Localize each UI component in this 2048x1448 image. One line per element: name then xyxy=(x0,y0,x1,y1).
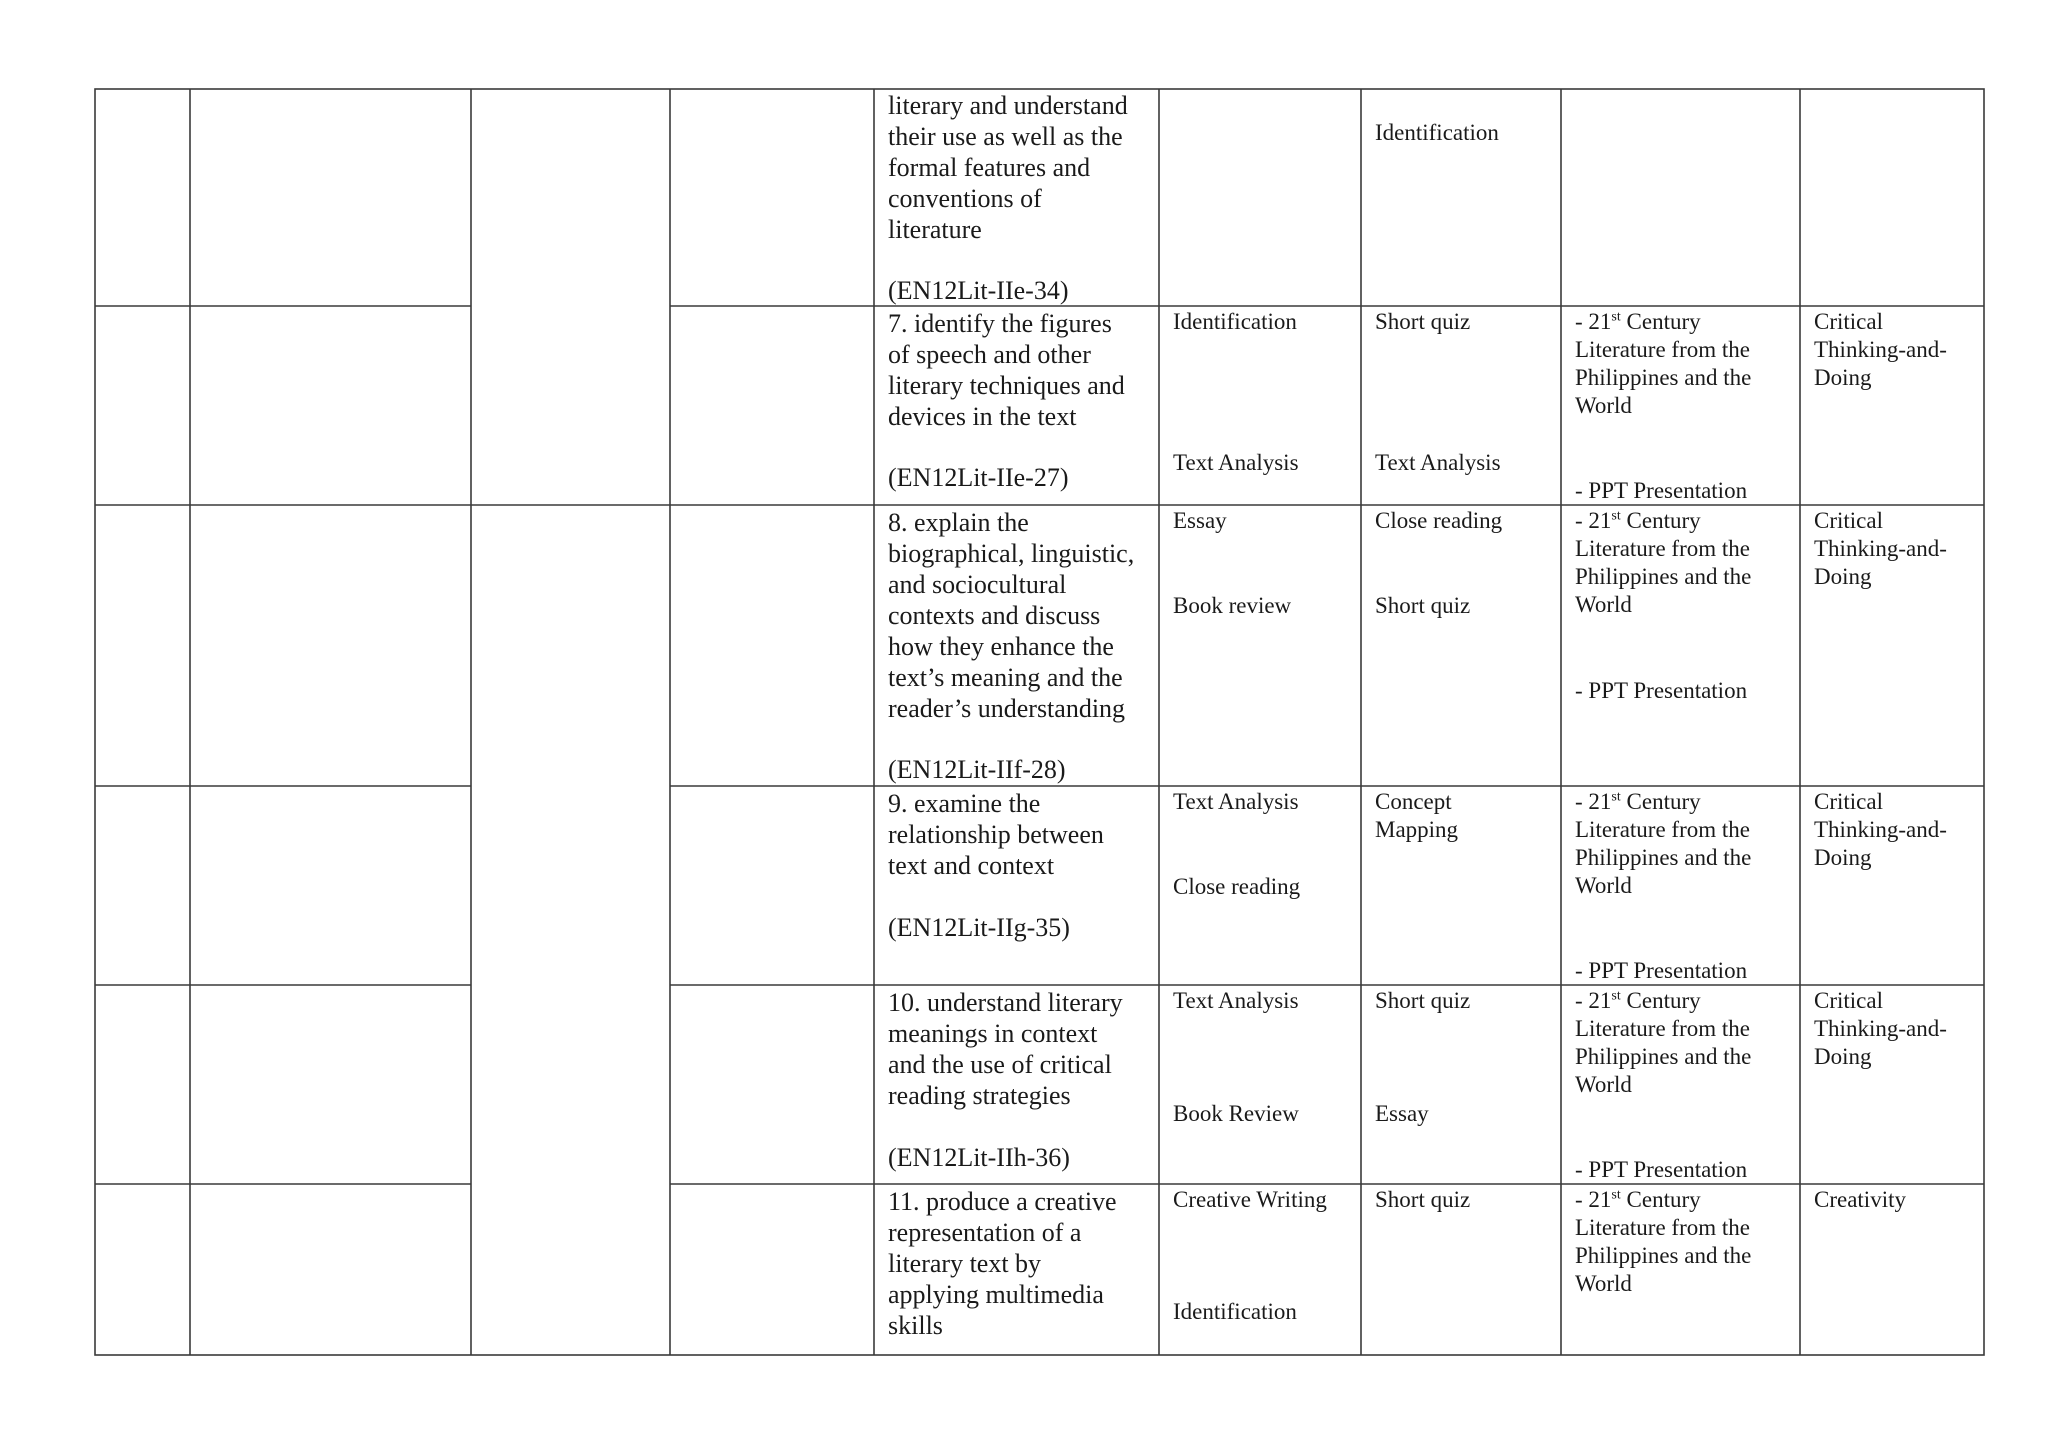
activity-text: Text Analysis xyxy=(1173,450,1299,475)
resource-text: - PPT Presentation xyxy=(1575,1157,1748,1182)
activity-text: Book review xyxy=(1173,593,1292,618)
value-text: Creativity xyxy=(1814,1187,1906,1212)
competency-code: (EN12Lit-IIh-36) xyxy=(888,1143,1070,1172)
competency-text: 10. understand literary meanings in context and the use of critical reading strategies xyxy=(888,988,1123,1110)
resource-text: - 21st Century Literature from the Philippines and the World xyxy=(1575,309,1752,418)
value-text: Critical Thinking-and- Doing xyxy=(1814,789,1947,870)
resource-text: - PPT Presentation xyxy=(1575,478,1748,503)
value-text: Critical Thinking-and- Doing xyxy=(1814,508,1947,589)
activity-text: Creative Writing xyxy=(1173,1187,1327,1212)
competency-code: (EN12Lit-IIe-34) xyxy=(888,276,1069,305)
competency-text: 9. examine the relationship between text and context xyxy=(888,789,1104,880)
competency-text: literary and understand their use as well as the formal features and conventions of literature xyxy=(888,91,1128,244)
activity-text: Identification xyxy=(1173,309,1297,334)
assessment-text: Text Analysis xyxy=(1375,450,1501,475)
assessment-text: Close reading xyxy=(1375,508,1503,533)
competency-code: (EN12Lit-IIf-28) xyxy=(888,755,1066,784)
assessment-text: Identification xyxy=(1375,120,1499,145)
assessment-text: Essay xyxy=(1375,1101,1429,1126)
competency-text: 11. produce a creative representation of a literary text by applying multimedia skills xyxy=(888,1187,1117,1340)
value-text: Critical Thinking-and- Doing xyxy=(1814,988,1947,1069)
competency-text: 7. identify the figures of speech and other literary techniques and devices in the text xyxy=(888,309,1125,431)
resource-text: - 21st Century Literature from the Philippines and the World xyxy=(1575,1187,1752,1296)
resource-text: - 21st Century Literature from the Philippines and the World xyxy=(1575,988,1752,1097)
activity-text: Book Review xyxy=(1173,1101,1299,1126)
competency-code: (EN12Lit-IIg-35) xyxy=(888,913,1070,942)
assessment-text: Concept Mapping xyxy=(1375,789,1459,842)
resource-text: - PPT Presentation xyxy=(1575,678,1748,703)
resource-text: - 21st Century Literature from the Philippines and the World xyxy=(1575,508,1752,617)
activity-text: Essay xyxy=(1173,508,1227,533)
resource-text: - PPT Presentation xyxy=(1575,958,1748,983)
competency-code: (EN12Lit-IIe-27) xyxy=(888,463,1069,492)
resource-text: - 21st Century Literature from the Philippines and the World xyxy=(1575,789,1752,898)
activity-text: Close reading xyxy=(1173,874,1301,899)
assessment-text: Short quiz xyxy=(1375,1187,1471,1212)
activity-text: Text Analysis xyxy=(1173,789,1299,814)
activity-text: Identification xyxy=(1173,1299,1297,1324)
assessment-text: Short quiz xyxy=(1375,988,1471,1013)
value-text: Critical Thinking-and- Doing xyxy=(1814,309,1947,390)
assessment-text: Short quiz xyxy=(1375,593,1471,618)
assessment-text: Short quiz xyxy=(1375,309,1471,334)
activity-text: Text Analysis xyxy=(1173,988,1299,1013)
competency-text: 8. explain the biographical, linguistic, and sociocultural contexts and discuss how they enhance the text’s meaning and the reader’s understanding xyxy=(888,508,1135,723)
